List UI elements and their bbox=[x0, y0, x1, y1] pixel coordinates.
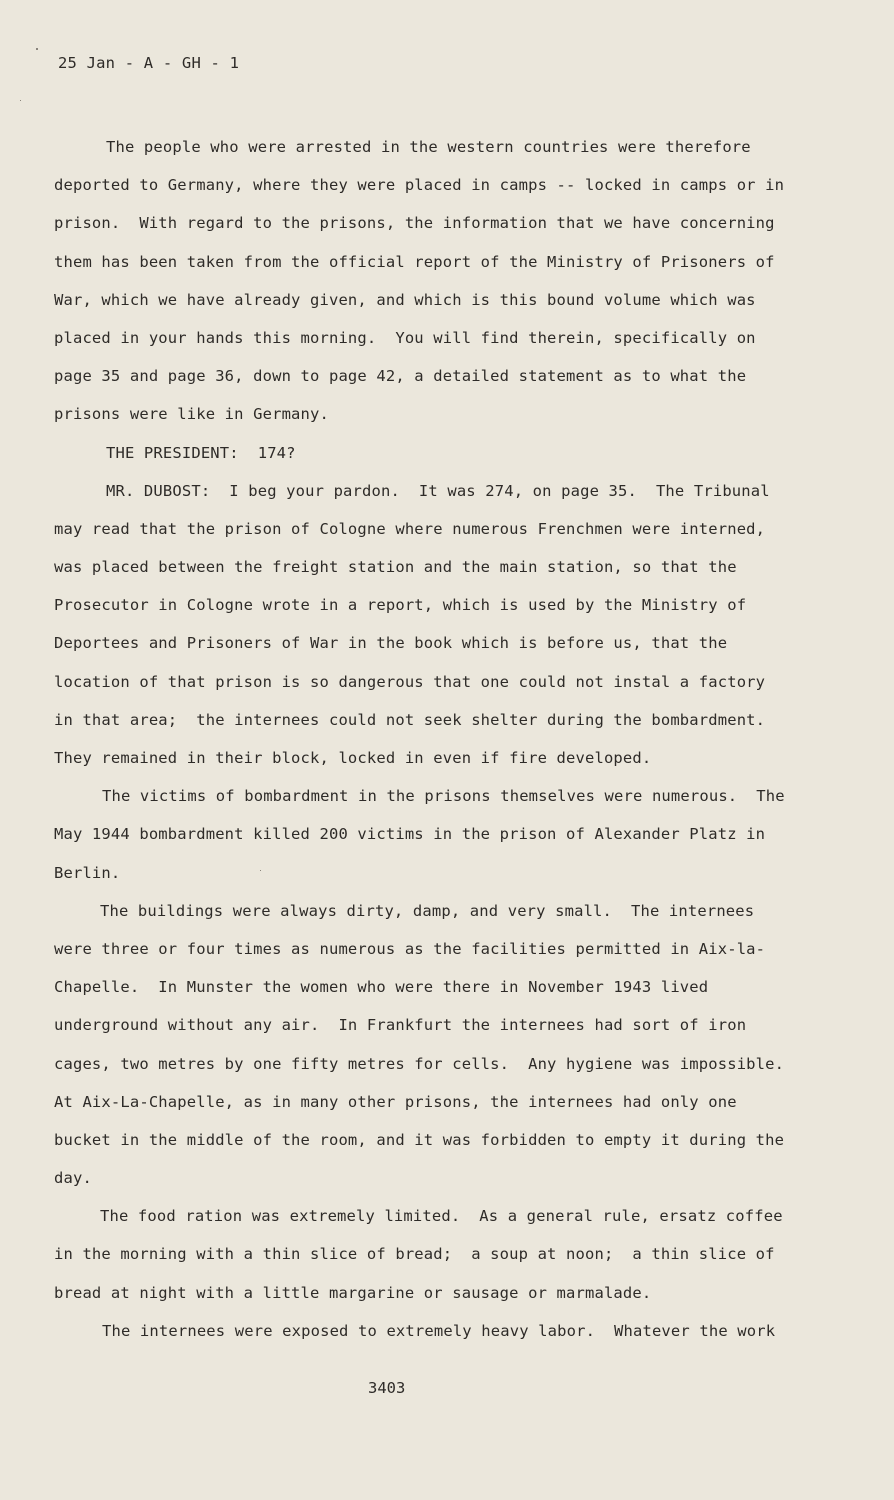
text-line: The people who were arrested in the western countries were therefore bbox=[106, 138, 751, 156]
text-line: may read that the prison of Cologne where numerous Frenchmen were interned, bbox=[54, 519, 766, 538]
text-line: were three or four times as numerous as the facilities permitted in Aix-la- bbox=[54, 939, 766, 958]
paragraph bbox=[50, 472, 810, 778]
text-line: in the morning with a thin slice of bread; a soup at noon; a thin slice of bbox=[54, 1245, 775, 1264]
text-line: The buildings were always dirty, damp, and very small. The internees bbox=[100, 901, 755, 920]
text-line: THE PRESIDENT: 174? bbox=[106, 443, 296, 462]
paragraph bbox=[50, 128, 810, 434]
text-line: them has been taken from the official report of the Ministry of Prisoners of bbox=[54, 252, 775, 271]
text-line: placed in your hands this morning. You will find therein, specifically on bbox=[54, 328, 756, 347]
text-line: Chapelle. In Munster the women who were there in November 1943 lived bbox=[54, 978, 709, 997]
text-line: deported to Germany, where they were placed in camps -- locked in camps or in bbox=[54, 176, 785, 195]
text-line: bucket in the middle of the room, and it was forbidden to empty it during the bbox=[54, 1130, 785, 1149]
paragraph bbox=[50, 777, 810, 892]
text-line: Prosecutor in Cologne wrote in a report, which is used by the Ministry of bbox=[54, 596, 747, 615]
text-line: prison. With regard to the prisons, the information that we have concerning bbox=[54, 214, 775, 233]
text-line: bread at night with a little margarine or sausage or marmalade. bbox=[54, 1283, 652, 1302]
text-line: cages, two metres by one fifty metres for cells. Any hygiene was impossible. bbox=[54, 1054, 785, 1073]
text-line: page 35 and page 36, down to page 42, a detailed statement as to what the bbox=[54, 367, 747, 386]
text-line: May 1944 bombardment killed 200 victims in the prison of Alexander Platz in bbox=[54, 825, 766, 844]
text-line: in that area; the internees could not seek shelter during the bombardment. bbox=[54, 710, 766, 729]
text-line: Berlin. bbox=[54, 863, 121, 882]
text-line: day. bbox=[54, 1169, 92, 1188]
text-line: Deportees and Prisoners of War in the book which is before us, that the bbox=[54, 634, 728, 653]
paragraph bbox=[50, 1197, 810, 1312]
text-line: underground without any air. In Frankfurt the internees had sort of iron bbox=[54, 1016, 747, 1035]
text-line: was placed between the freight station and the main station, so that the bbox=[54, 558, 737, 577]
text-line: The victims of bombardment in the prisons themselves were numerous. The bbox=[102, 787, 785, 806]
text-line: At Aix-La-Chapelle, as in many other prisons, the internees had only one bbox=[54, 1092, 737, 1111]
paper-speck bbox=[20, 100, 21, 101]
page-number: 3403 bbox=[368, 1379, 406, 1397]
document-body bbox=[50, 128, 810, 1350]
text-line: prisons were like in Germany. bbox=[54, 405, 329, 424]
page-header: 25 Jan - A - GH - 1 bbox=[58, 54, 240, 72]
paragraph bbox=[50, 892, 810, 1198]
paper-speck bbox=[36, 48, 38, 50]
text-line: The internees were exposed to extremely heavy labor. Whatever the work bbox=[102, 1321, 776, 1340]
text-line: location of that prison is so dangerous that one could not instal a factory bbox=[54, 672, 766, 691]
paragraph bbox=[50, 1312, 810, 1350]
text-line: The food ration was extremely limited. As a general rule, ersatz coffee bbox=[100, 1207, 783, 1226]
paragraph bbox=[50, 434, 810, 472]
text-line: They remained in their block, locked in even if fire developed. bbox=[54, 749, 652, 767]
text-line: MR. DUBOST: I beg your pardon. It was 274, on page 35. The Tribunal bbox=[106, 481, 770, 500]
text-line: War, which we have already given, and which is this bound volume which was bbox=[54, 290, 756, 309]
